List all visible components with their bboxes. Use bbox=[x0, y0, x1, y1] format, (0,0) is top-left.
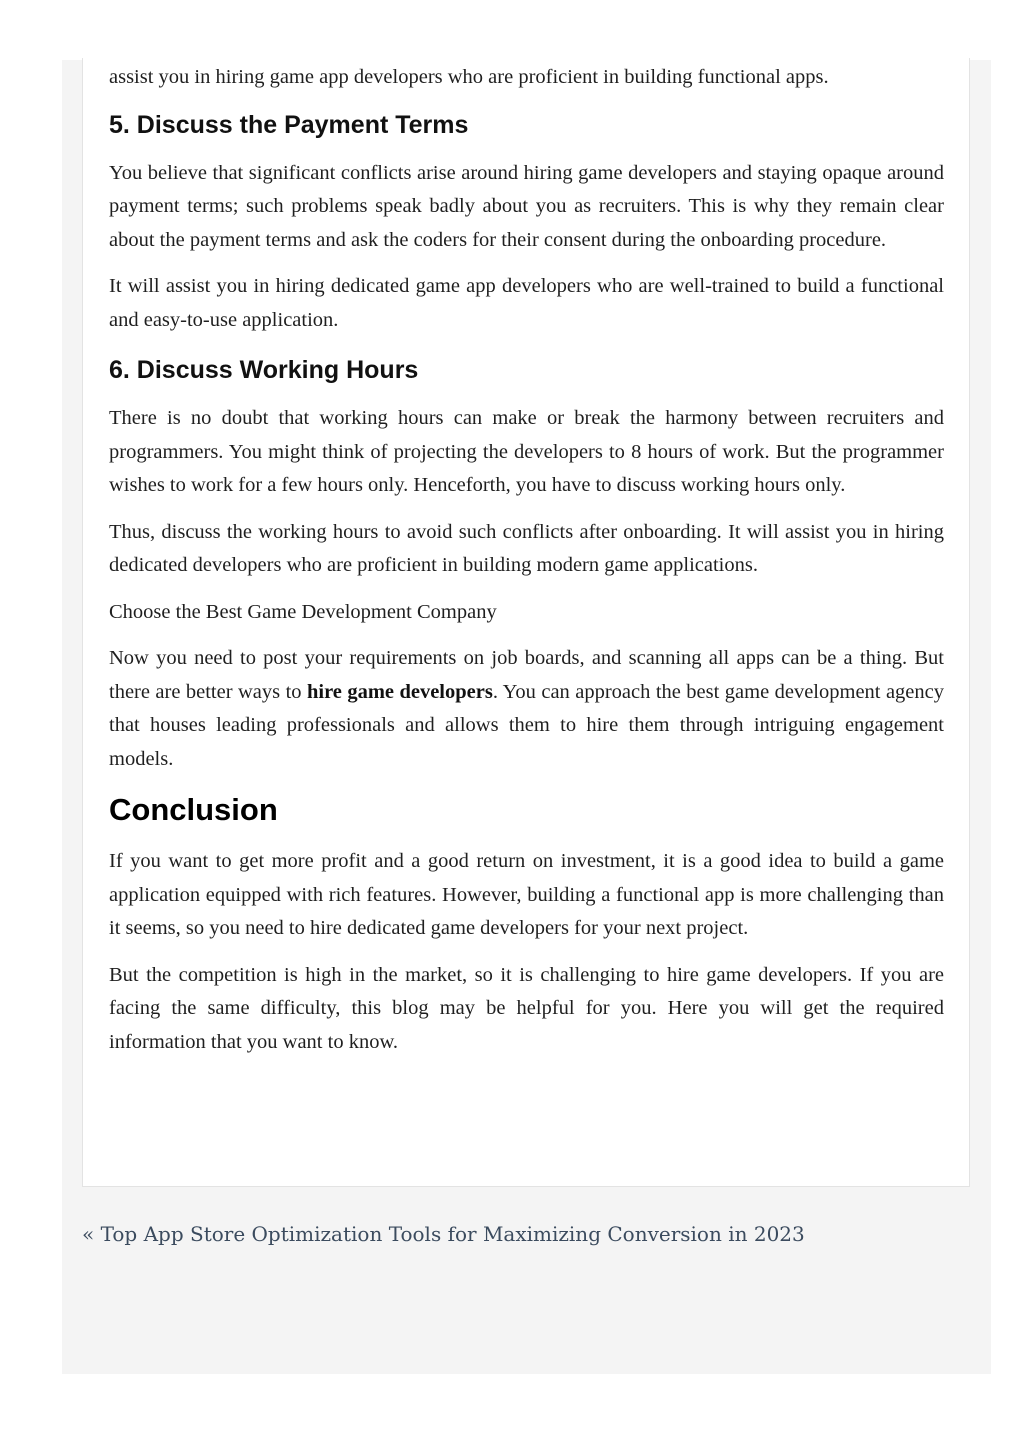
article-body bbox=[109, 61, 944, 1072]
paragraph: There is no doubt that working hours can make or break the harmony between recruiters and programmers. You might think of projecting the developers to 8 hours of work. But the programmer wishes to work for a few hours only. Henceforth, you have to discuss working hours only. bbox=[109, 407, 944, 496]
subheading-best-company: Choose the Best Game Development Company bbox=[109, 600, 497, 623]
conclusion-heading: Conclusion bbox=[109, 792, 278, 827]
hire-game-developers-bold: hire game developers bbox=[306, 680, 493, 703]
paragraph: If you want to get more profit and a good return on investment, it is a good idea to build a game application equipped with rich features. However, building a functional app is more challenging than it seems, so you need to hire dedicated game developers for your next project. bbox=[109, 850, 944, 939]
paragraph: You believe that significant conflicts arise around hiring game developers and staying opaque around payment terms; such problems speak badly about you as recruiters. This is why they remain clear about the payment terms and ask the coders for their consent during the onboarding procedure. bbox=[109, 161, 944, 251]
section-heading-payment-terms: 5. Discuss the Payment Terms bbox=[109, 110, 469, 139]
previous-post-link[interactable]: « Top App Store Optimization Tools for Maximizing Conversion in 2023 bbox=[82, 1222, 805, 1246]
company-paragraph bbox=[109, 642, 944, 776]
paragraph: But the competition is high in the market, so it is challenging to hire game developers. If you are facing the same difficulty, this blog may be helpful for you. Here you will get the required information that you want to know. bbox=[109, 963, 944, 1053]
paragraph: Thus, discuss the working hours to avoid such conflicts after onboarding. It will assist you in hiring dedicated developers who are proficient in building modern game applications. bbox=[109, 520, 944, 576]
intro-paragraph-tail: assist you in hiring game app developers who are proficient in building functional apps. bbox=[109, 66, 829, 88]
paragraph: It will assist you in hiring dedicated game app developers who are well-trained to build a functional and easy-to-use application. bbox=[109, 275, 944, 331]
company-paragraph-text-before: Now you need to post your requirements on job boards, and scanning all apps can be a thing. But there are better ways to bbox=[109, 647, 944, 703]
company-paragraph-text-after: . You can approach the best game development agency that houses leading professionals and allows them to hire them through intriguing engagement models. bbox=[109, 680, 944, 770]
section-heading-working-hours: 6. Discuss Working Hours bbox=[109, 356, 419, 384]
